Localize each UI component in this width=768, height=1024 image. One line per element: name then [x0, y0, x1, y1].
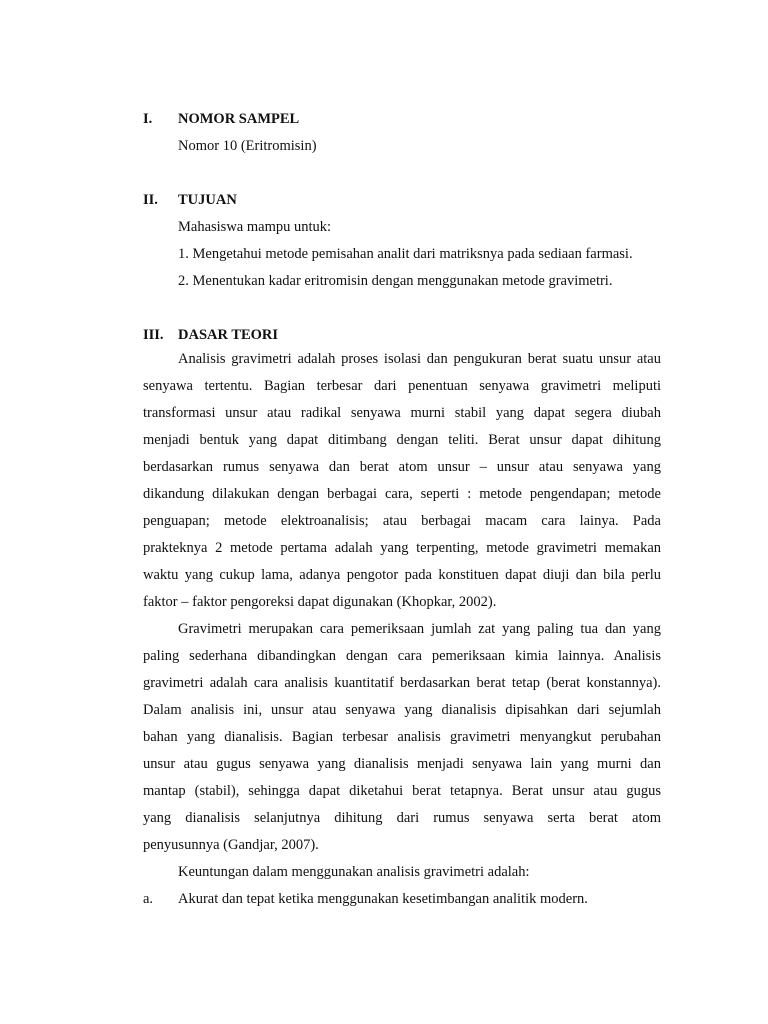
paragraph-line: Dalam analisis ini, unsur atau senyawa yang dianalisis dipisahkan dari sejumlah	[143, 702, 661, 718]
section-title: NOMOR SAMPEL	[178, 111, 300, 127]
section-heading-3	[143, 326, 278, 344]
paragraph-line: Analisis gravimetri adalah proses isolasi dan pengukuran berat suatu unsur atau	[178, 351, 661, 367]
paragraph-line: yang dianalisis selanjutnya dihitung dari rumus senyawa serta berat atom	[143, 810, 661, 826]
paragraph-line: menjadi bentuk yang dapat ditimbang dengan teliti. Berat unsur dapat dihitung	[143, 432, 661, 448]
section-title: TUJUAN	[178, 192, 237, 208]
section-heading-2	[143, 191, 237, 209]
paragraph-line: faktor – faktor pengoreksi dapat digunakan (Khopkar, 2002).	[143, 594, 497, 610]
paragraph-line: gravimetri adalah cara analisis kuantitatif berdasarkan berat tetap (berat konstannya).	[143, 675, 661, 691]
paragraph-line: mantap (stabil), sehingga dapat diketahui berat tetapnya. Berat unsur atau gugus	[143, 783, 661, 799]
paragraph-line: penguapan; metode elektroanalisis; atau berbagai macam cara lainya. Pada	[143, 513, 661, 529]
paragraph-line: berdasarkan rumus senyawa dan berat atom unsur – unsur atau senyawa yang	[143, 459, 661, 475]
paragraph-line: transformasi unsur atau radikal senyawa murni stabil yang dapat segera diubah	[143, 405, 661, 421]
section-heading-1	[143, 110, 299, 128]
paragraph-line: unsur atau gugus senyawa yang dianalisis menjadi senyawa lain yang murni dan	[143, 756, 661, 772]
section-number: II.	[143, 192, 158, 208]
paragraph-line: penyusunnya (Gandjar, 2007).	[143, 837, 319, 853]
objective-intro: Mahasiswa mampu untuk:	[178, 219, 332, 235]
paragraph-line: prakteknya 2 metode pertama adalah yang terpenting, metode gravimetri memakan	[143, 540, 661, 556]
paragraph-line: paling sederhana dibandingkan dengan cara pemeriksaan kimia lainnya. Analisis	[143, 648, 661, 664]
paragraph-line: waktu yang cukup lama, adanya pengotor pada konstituen dapat diuji dan bila perlu	[143, 567, 661, 583]
objective-item-1: 1. Mengetahui metode pemisahan analit dari matriksnya pada sediaan farmasi.	[178, 246, 633, 262]
paragraph-line: dikandung dilakukan dengan berbagai cara, seperti : metode pengendapan; metode	[143, 486, 661, 502]
advantages-intro: Keuntungan dalam menggunakan analisis gravimetri adalah:	[178, 864, 530, 880]
section-number: I.	[143, 111, 153, 127]
advantage-text: Akurat dan tepat ketika menggunakan kesetimbangan analitik modern.	[178, 891, 588, 907]
paragraph-line: bahan yang dianalisis. Bagian terbesar analisis gravimetri menyangkut perubahan	[143, 729, 661, 745]
section-number: III.	[143, 327, 164, 343]
advantage-label: a.	[143, 891, 154, 907]
sample-number-text: Nomor 10 (Eritromisin)	[178, 138, 317, 154]
section-title: DASAR TEORI	[178, 327, 279, 343]
paragraph-line: senyawa tertentu. Bagian terbesar dari penentuan senyawa gravimetri meliputi	[143, 378, 661, 394]
objective-item-2: 2. Menentukan kadar eritromisin dengan menggunakan metode gravimetri.	[178, 273, 613, 289]
paragraph-line: Gravimetri merupakan cara pemeriksaan jumlah zat yang paling tua dan yang	[178, 621, 661, 637]
